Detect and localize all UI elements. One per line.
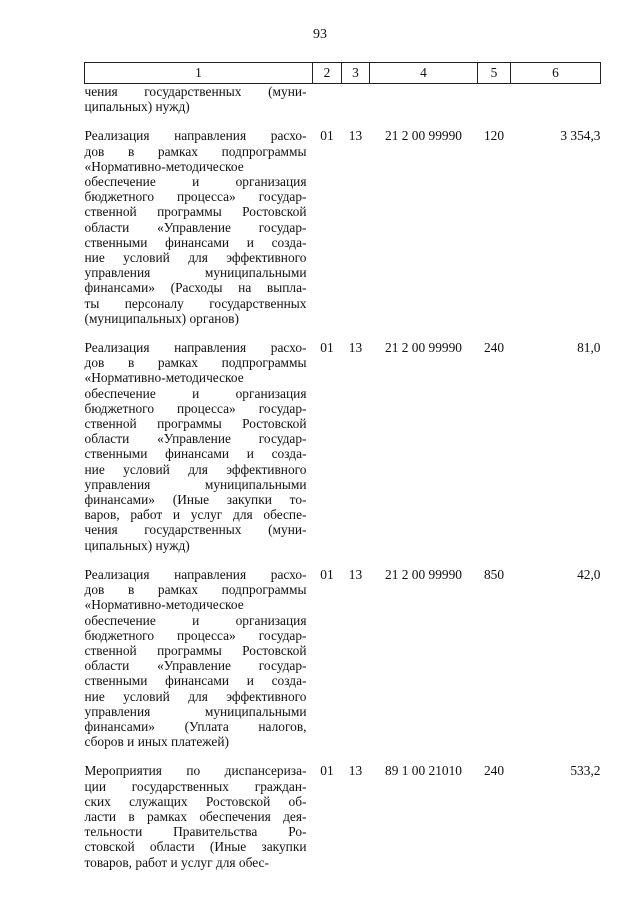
spacer-cell — [85, 553, 313, 567]
description-line: области «Управление государ- — [84, 431, 307, 447]
spacer-cell — [342, 114, 370, 128]
spacer-cell — [511, 114, 601, 128]
spacer-cell — [370, 114, 478, 128]
description-line: варов, работ и услуг для обеспе- — [84, 507, 307, 523]
description-line: обеспечение и организация — [84, 174, 307, 190]
amount: 42,0 — [577, 566, 601, 582]
subsection-code: 13 — [348, 128, 363, 144]
section-code: 01 — [320, 128, 334, 144]
spacer-cell — [478, 114, 511, 128]
description-line: ственными финансами и созда- — [84, 234, 307, 250]
empty-cell — [342, 84, 370, 115]
description-line: ние условий для эффективного — [84, 250, 307, 266]
spacer-cell — [313, 749, 342, 763]
column-header: 2 — [313, 63, 342, 84]
column-header: 6 — [511, 63, 601, 84]
description-cell — [85, 128, 313, 326]
column-number-row — [85, 63, 601, 84]
spacer-cell — [313, 553, 342, 567]
description-line: финансами» (Уплата налогов, — [84, 718, 307, 734]
description-line: обеспечение и организация — [84, 385, 307, 401]
description-line: товаров, работ и услуг для обес- — [84, 854, 269, 870]
description-line: Реализация направления расхо- — [84, 340, 307, 356]
column-header: 1 — [85, 63, 313, 84]
description-line: Реализация направления расхо- — [84, 566, 307, 582]
spacer-cell — [370, 553, 478, 567]
row-spacer — [85, 749, 601, 763]
description-line: управления муниципальными — [84, 476, 307, 492]
description-line: ласти в рамках обеспечения дея- — [84, 808, 307, 824]
table-row — [85, 340, 601, 553]
description-line: Реализация направления расхо- — [84, 128, 307, 144]
expense-type-code: 850 — [483, 566, 505, 582]
description-line: области «Управление государ- — [84, 658, 307, 674]
expense-type-code: 240 — [483, 340, 505, 356]
column-header: 5 — [478, 63, 511, 84]
spacer-cell — [342, 553, 370, 567]
description-line: дов в рамках подпрограммы — [84, 582, 307, 598]
description-line: обеспечение и организация — [84, 612, 307, 628]
description-line: управления муниципальными — [84, 703, 307, 719]
description-line: чения государственных (муни- — [84, 522, 307, 538]
description-line: ственной программы Ростовской — [84, 416, 307, 432]
table-row — [85, 763, 601, 869]
page-number: 93 — [313, 27, 327, 42]
spacer-cell — [370, 749, 478, 763]
subsection-code: 13 — [348, 340, 363, 356]
description-line: ние условий для эффективного — [84, 461, 307, 477]
description-cell — [85, 84, 313, 115]
column-header: 3 — [342, 63, 370, 84]
expense-type-code: 120 — [483, 128, 505, 144]
description-cell — [85, 763, 313, 869]
amount: 533,2 — [570, 763, 601, 779]
empty-cell — [313, 84, 342, 115]
spacer-cell — [511, 326, 601, 340]
spacer-cell — [511, 749, 601, 763]
amount: 3 354,3 — [560, 128, 601, 144]
row-spacer — [85, 114, 601, 128]
description-line: ских служащих Ростовской об- — [84, 793, 307, 809]
section-code: 01 — [320, 566, 334, 582]
description-line: дов в рамках подпрограммы — [84, 355, 307, 371]
spacer-cell — [478, 553, 511, 567]
description-line: ты персоналу государственных — [84, 295, 307, 311]
continuation-row — [85, 84, 601, 115]
description-line: ние условий для эффективного — [84, 688, 307, 704]
description-line: финансами» (Иные закупки то- — [84, 492, 307, 508]
description-line: сборов и иных платежей) — [84, 734, 229, 750]
amount: 81,0 — [577, 340, 601, 356]
description-line: ственными финансами и созда- — [84, 673, 307, 689]
description-line: бюджетного процесса» государ- — [84, 627, 307, 643]
row-spacer — [85, 326, 601, 340]
description-line: дов в рамках подпрограммы — [84, 143, 307, 159]
description-line: бюджетного процесса» государ- — [84, 189, 307, 205]
description-line: финансами» (Расходы на выпла- — [84, 280, 307, 296]
spacer-cell — [85, 749, 313, 763]
table-row — [85, 128, 601, 326]
description-cell — [85, 567, 313, 749]
empty-cell — [478, 84, 511, 115]
column-header: 4 — [370, 63, 478, 84]
empty-cell — [370, 84, 478, 115]
target-article-code: 89 1 00 21010 — [385, 763, 462, 779]
spacer-cell — [478, 749, 511, 763]
target-article-code: 21 2 00 99990 — [385, 340, 462, 356]
description-line: стовской области (Иные закупки — [84, 839, 307, 855]
spacer-cell — [313, 326, 342, 340]
section-code: 01 — [320, 763, 334, 779]
spacer-cell — [85, 326, 313, 340]
description-line: управления муниципальными — [84, 265, 307, 281]
spacer-cell — [313, 114, 342, 128]
spacer-cell — [85, 114, 313, 128]
description-cell — [85, 340, 313, 553]
empty-cell — [511, 84, 601, 115]
description-line: ции государственных граждан- — [84, 778, 307, 794]
description-line: чения государственных (муни- — [84, 84, 307, 99]
description-line: Мероприятия по диспансеризa- — [84, 763, 307, 779]
row-spacer — [85, 553, 601, 567]
subsection-code: 13 — [348, 566, 363, 582]
budget-table — [84, 62, 601, 870]
target-article-code: 21 2 00 99990 — [385, 566, 462, 582]
subsection-code: 13 — [348, 763, 363, 779]
expense-type-code: 240 — [483, 763, 505, 779]
spacer-cell — [478, 326, 511, 340]
description-line: (муниципальных) органов) — [84, 310, 239, 326]
description-line: тельности Правительства Ро- — [84, 824, 307, 840]
section-code: 01 — [320, 340, 334, 356]
spacer-cell — [370, 326, 478, 340]
description-line: ственной программы Ростовской — [84, 642, 307, 658]
description-line: ципальных) нужд) — [84, 99, 190, 115]
description-line: ственными финансами и созда- — [84, 446, 307, 462]
description-line: «Нормативно-методическое — [84, 597, 244, 613]
description-line: ственной программы Ростовской — [84, 204, 307, 220]
description-line: ципальных) нужд) — [84, 537, 190, 553]
table-row — [85, 567, 601, 749]
description-line: бюджетного процесса» государ- — [84, 400, 307, 416]
description-line: «Нормативно-методическое — [84, 158, 244, 174]
target-article-code: 21 2 00 99990 — [385, 128, 462, 144]
spacer-cell — [511, 553, 601, 567]
spacer-cell — [342, 749, 370, 763]
description-line: «Нормативно-методическое — [84, 370, 244, 386]
spacer-cell — [342, 326, 370, 340]
description-line: области «Управление государ- — [84, 219, 307, 235]
